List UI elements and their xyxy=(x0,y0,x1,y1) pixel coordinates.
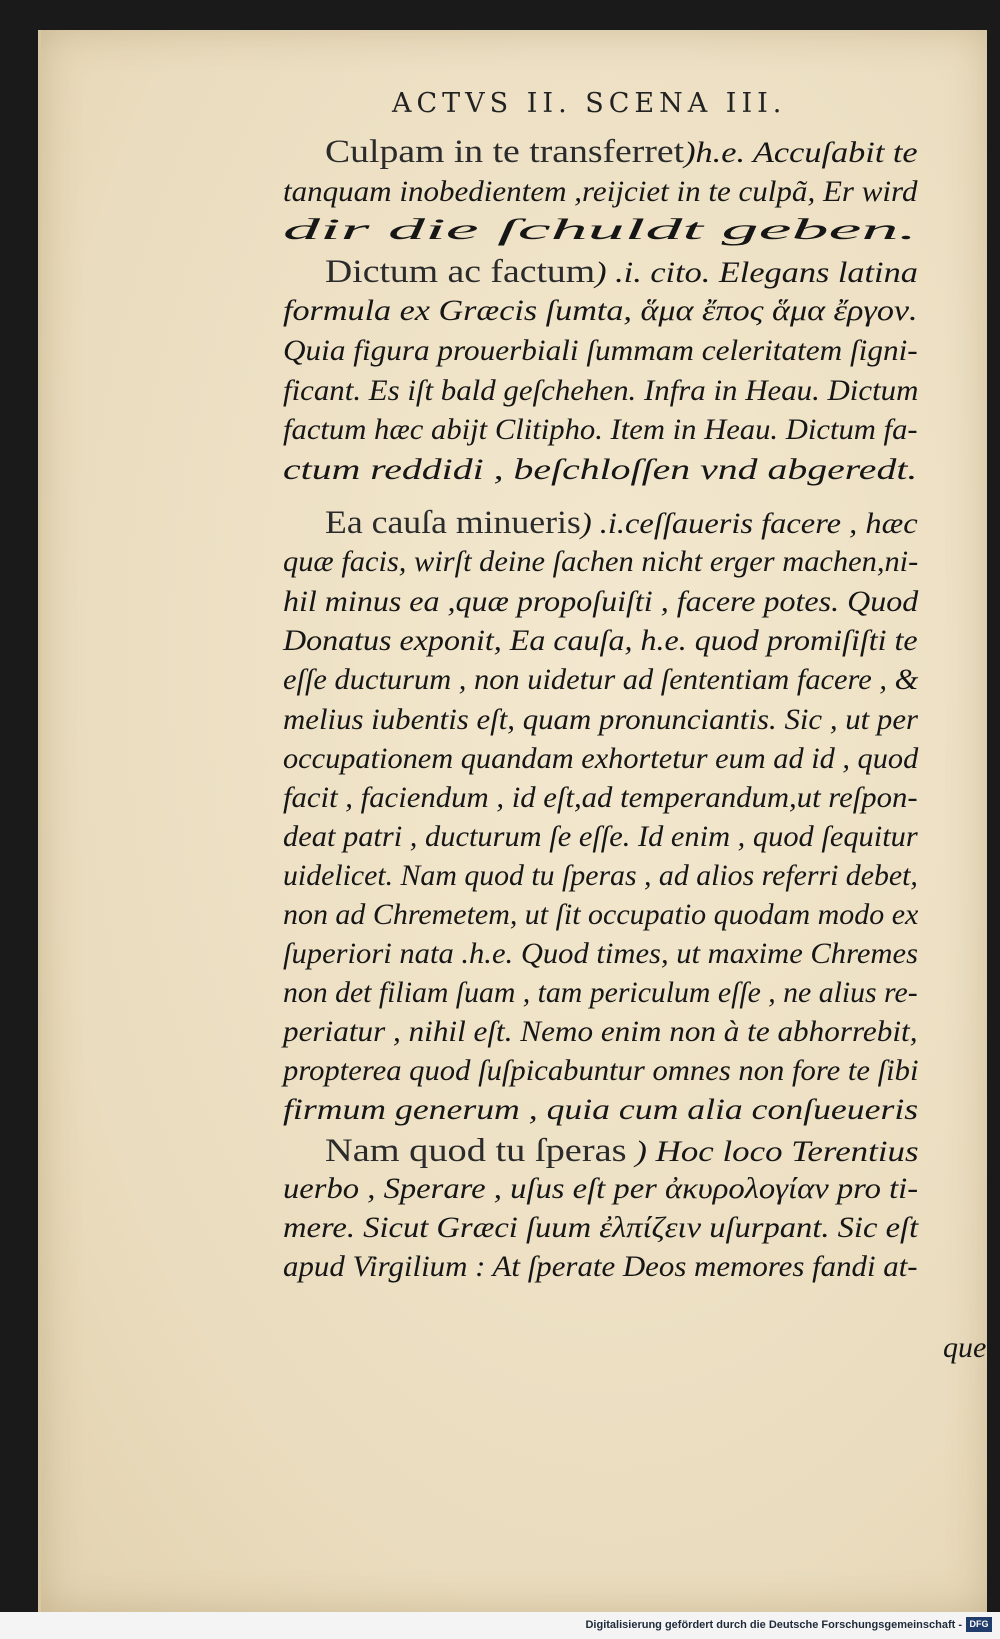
text-line xyxy=(283,1211,918,1245)
line-text: ) .i.ceſſaueris facere , hæc xyxy=(580,507,918,540)
line-text: ſuperiori nata .h.e. Quod times, ut maxime Chremes xyxy=(283,937,918,970)
line-text: Donatus exponit, Ea cauſa, h.e. quod promiſiſti te xyxy=(283,624,918,657)
text-line xyxy=(283,859,918,893)
running-head: ACTVS II. SCENA III. xyxy=(392,88,787,119)
line-text: facit , faciendum , id eſt,ad temperandum,ut reſpon- xyxy=(283,781,918,814)
text-line xyxy=(283,213,917,247)
line-text: firmum generum , quia cum alia conſueueris xyxy=(283,1093,919,1126)
text-line xyxy=(283,1054,918,1088)
line-text: uidelicet. Nam quod tu ſperas , ad alios referri debet, xyxy=(283,859,918,892)
text-line xyxy=(283,453,917,487)
line-text: Quia figura prouerbiali ſummam celeritatem ſigni- xyxy=(283,334,918,367)
text-line xyxy=(283,898,918,932)
line-text: mere. Sicut Græci ſuum ἐλπίζειν uſurpant. Sic eſt xyxy=(283,1211,919,1244)
line-text: uerbo , Sperare , uſus eſt per ἀκυρολογίαν pro ti- xyxy=(283,1172,919,1205)
text-line xyxy=(283,663,918,697)
line-text: formula ex Græcis ſumta, ἅμα ἔπος ἅμα ἔργον. xyxy=(283,294,918,327)
text-line xyxy=(283,374,918,408)
text-line xyxy=(325,1133,919,1170)
footer-credit: Digitalisierung gefördert durch die Deutsche Forschungsgemeinschaft - xyxy=(585,1619,962,1631)
lemma: Ea cauſa minueris xyxy=(325,505,581,541)
text-line xyxy=(325,254,918,291)
text-line xyxy=(283,624,918,658)
text-line xyxy=(283,545,918,579)
line-text: tanquam inobedientem ,reijciet in te culpã, Er wird xyxy=(283,175,918,208)
line-text: propterea quod ſuſpicabuntur omnes non fore te ſibi xyxy=(283,1054,919,1087)
text-line xyxy=(283,334,918,368)
line-text: quæ facis, wirſt deine ſachen nicht erger machen,ni- xyxy=(283,545,919,578)
lemma: Dictum ac factum xyxy=(325,254,596,290)
text-line xyxy=(283,820,918,854)
line-text: factum hæc abijt Clitipho. Item in Heau. Dictum fa- xyxy=(283,413,918,446)
text-line xyxy=(283,1172,918,1206)
text-line xyxy=(283,937,918,971)
text-line xyxy=(283,175,917,209)
line-text: melius iubentis eſt, quam pronunciantis. Sic , ut per xyxy=(283,703,919,736)
text-line xyxy=(283,976,918,1010)
line-text: non det filiam ſuam , tam periculum eſſe , ne alius re- xyxy=(283,976,918,1009)
line-text: ) Hoc loco Terentius xyxy=(626,1135,919,1168)
line-text: hil minus ea ,quæ propoſuiſti , facere potes. Quod xyxy=(283,585,919,618)
line-text: periatur , nihil eſt. Nemo enim non à te abhorrebit, xyxy=(283,1015,918,1048)
line-text: dir die ſchuldt geben. xyxy=(283,213,918,246)
dfg-logo: DFG xyxy=(966,1617,992,1632)
line-text: )h.e. Accuſabit te xyxy=(684,136,918,169)
line-text: deat patri , ducturum ſe eſſe. Id enim , quod ſequitur xyxy=(283,820,918,853)
line-text: ctum reddidi , beſchloſſen vnd abgeredt. xyxy=(283,453,918,486)
line-text: ficant. Es iſt bald geſchehen. Infra in Heau. Dictum xyxy=(283,374,919,407)
text-line xyxy=(283,703,918,737)
text-line xyxy=(283,585,918,619)
catchword: que xyxy=(943,1331,987,1364)
text-line xyxy=(283,781,918,815)
line-text: eſſe ducturum , non uidetur ad ſententiam facere , & xyxy=(283,663,919,696)
footer-bar xyxy=(0,1612,1000,1639)
text-line xyxy=(283,413,918,447)
text-line xyxy=(283,1015,917,1049)
text-line xyxy=(283,1250,918,1284)
text-line xyxy=(283,742,918,776)
line-text: non ad Chremetem, ut ſit occupatio quodam modo ex xyxy=(283,898,919,931)
text-line xyxy=(283,294,918,328)
lemma: Nam quod tu ſperas xyxy=(325,1133,627,1169)
line-text: occupationem quandam exhortetur eum ad id , quod xyxy=(283,742,919,775)
text-line xyxy=(325,505,918,542)
text-line xyxy=(283,1093,918,1127)
line-text: apud Virgilium : At ſperate Deos memores fandi at- xyxy=(283,1250,918,1283)
lemma: Culpam in te transferret xyxy=(325,134,685,170)
line-text: ) .i. cito. Elegans latina xyxy=(595,256,918,289)
text-line xyxy=(325,134,918,171)
